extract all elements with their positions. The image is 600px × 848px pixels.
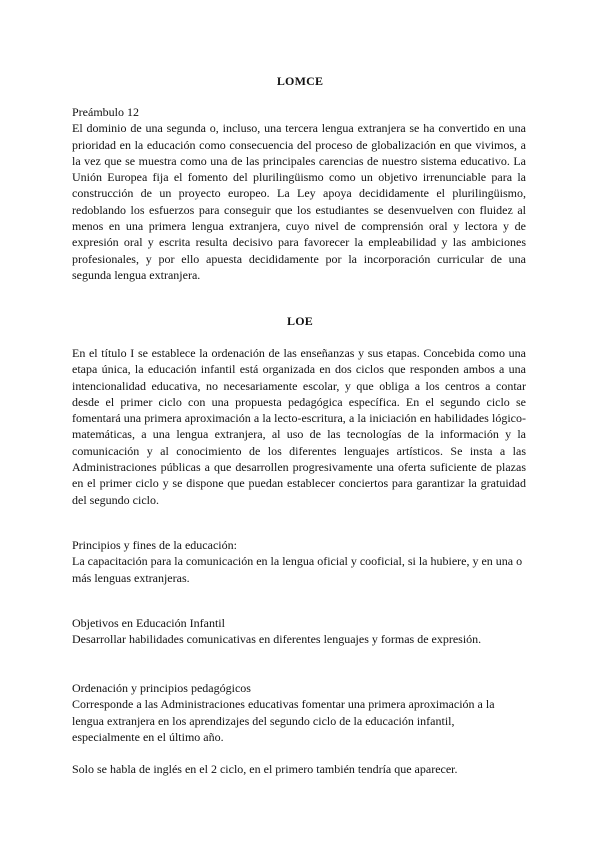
ordenacion-label: Ordenación y principios pedagógicos [72, 681, 251, 695]
lomce-section [72, 104, 526, 283]
closing-note: Solo se habla de inglés en el 2 ciclo, en el primero también tendría que aparecer. [72, 762, 458, 776]
lomce-subtitle: Preámbulo 12 [72, 105, 139, 119]
principios-body: La capacitación para la comunicación en la lengua oficial y cooficial, si la hubiere, y en una o más lenguas extranjeras. [72, 554, 523, 585]
lomce-heading: LOMCE [276, 74, 324, 88]
principios-section [72, 537, 526, 586]
ordenacion-line: Corresponde a las Administraciones educativas fomentar una primera aproximación a la [72, 697, 495, 712]
loe-body: En el título I se establece la ordenación de las enseñanzas y sus etapas. Concebida como una etapa única, la educación infantil está organizada en dos ciclos que responden ambos a una intencionalidad educativa, no necesariamente escolar, y que obliga a los centros a contar desde el primer ciclo con una propuesta pedagógica específica. En el segundo ciclo se fomentará una primera aproximación a la lecto-escritura, a la iniciación en habilidades lógico-matemáticas, a una lengua extranjera, al uso de las tecnologías de la información y la comunicación y al conocimiento de los diferentes lenguajes artísticos. Se insta a las Administraciones públicas a que desarrollen progresivamente una oferta suficiente de plazas en el primer ciclo y se dispone que puedan establecer conciertos para garantizar la gratuidad del segundo ciclo. [72, 346, 526, 507]
loe-heading: LOE [287, 314, 313, 328]
objetivos-label: Objetivos en Educación Infantil [72, 616, 225, 630]
objetivos-section [72, 615, 526, 648]
ordenacion-line: especialmente en el último año. [72, 729, 224, 744]
lomce-body: El dominio de una segunda o, incluso, una tercera lengua extranjera se ha convertido en una prioridad en la educación como consecuencia del proceso de globalización en que vivimos, a la vez que se muestra como una de las principales carencias de nuestro sistema educativo. La Unión Europea fija el fomento del plurilingüismo como un objetivo irrenunciable para la construcción de un proyecto europeo. La Ley apoya decididamente el plurilingüismo, redoblando los esfuerzos para conseguir que los estudiantes se desenvuelven con fluidez al menos en una primera lengua extranjera, cuyo nivel de comprensión oral y lectora y de expresión oral y escrita resulta decisivo para favorecer la empleabilidad y las ambiciones profesionales, y por ello apuesta decididamente por la incorporación curricular de una segunda lengua extranjera. [72, 121, 526, 282]
objetivos-body: Desarrollar habilidades comunicativas en diferentes lenguajes y formas de expresión. [72, 632, 482, 647]
ordenacion-section [72, 680, 526, 745]
principios-label: Principios y fines de la educación: [72, 538, 237, 552]
ordenacion-line: lengua extranjera en los aprendizajes del segundo ciclo de la educación infantil, [72, 713, 455, 728]
